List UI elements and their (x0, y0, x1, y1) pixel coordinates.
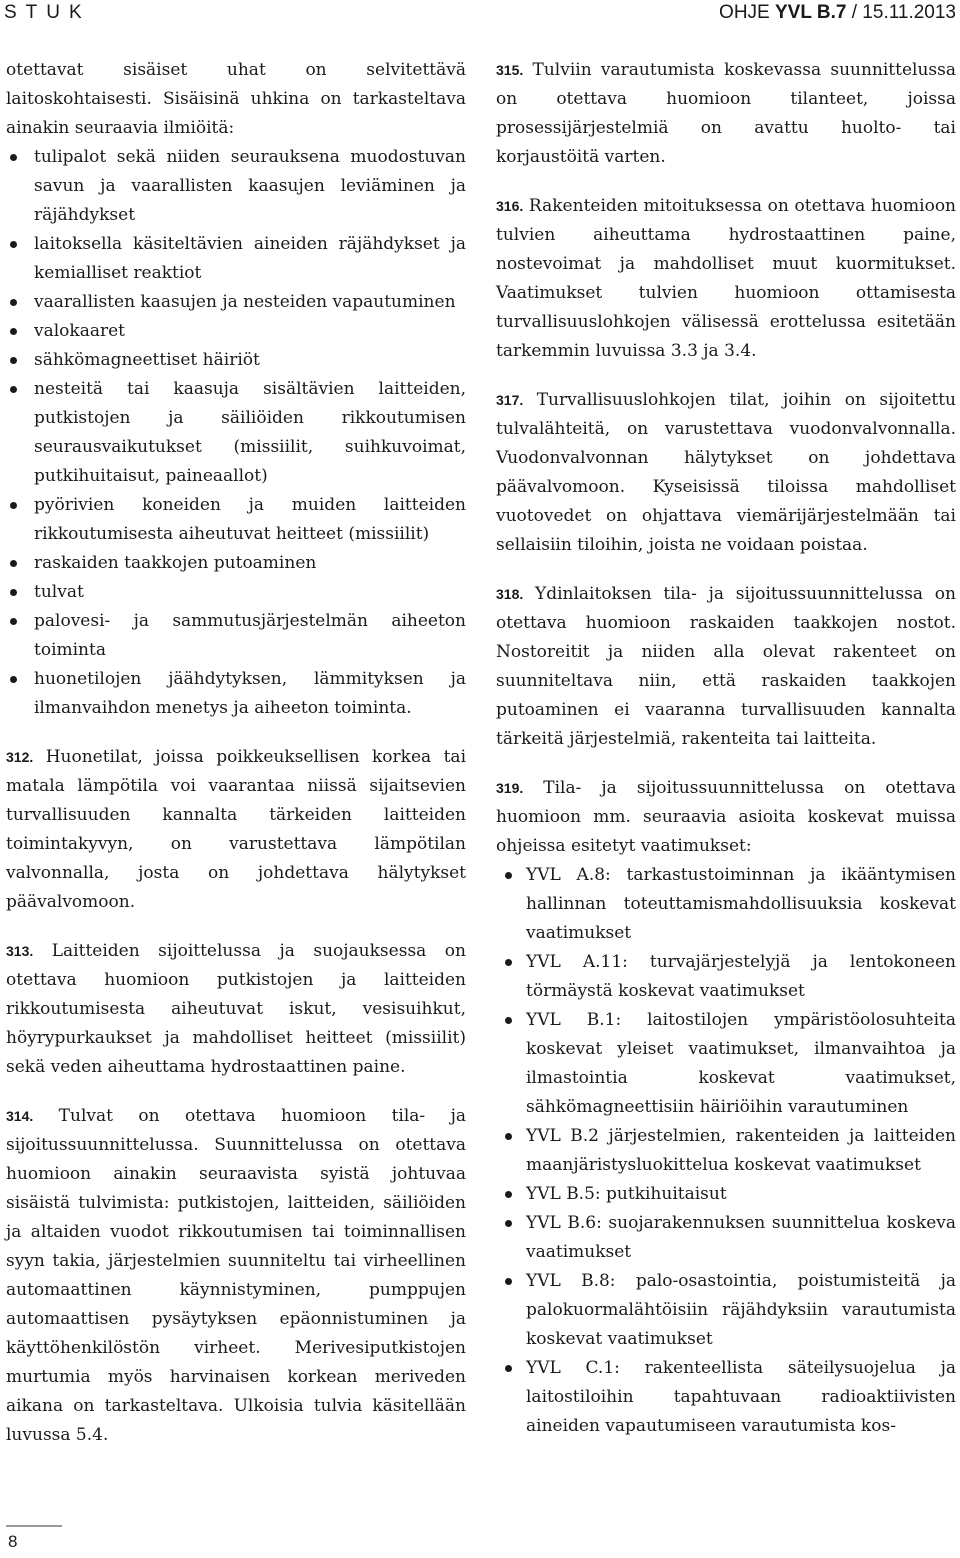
list-item: palovesi- ja sammutusjärjestelmän aiheeton toiminta (6, 607, 466, 665)
paragraph-315 (496, 56, 956, 172)
page-number: 8 (8, 1532, 18, 1551)
list-item: YVL A.8: tarkastustoiminnan ja ikääntymisen hallinnan toteuttamismahdollisuuksia koskevat vaatimukset (496, 861, 956, 948)
paragraph-number: 313. (6, 943, 34, 959)
list-item: YVL B.1: laitostilojen ympäristöolosuhteita koskevat yleiset vaatimukset, ilmanvaihtoa ja ilmastointia koskevat vaatimukset, sähkömagneettisiin häiriöihin varautuminen (496, 1006, 956, 1122)
paragraph-314 (6, 1102, 466, 1450)
paragraph-317 (496, 386, 956, 560)
list-item: YVL B.2 järjestelmien, rakenteiden ja laitteiden maanjäristysluokittelua koskevat vaatimukset (496, 1122, 956, 1180)
list-item: YVL A.11: turvajärjestelyjä ja lentokoneen törmäystä koskevat vaatimukset (496, 948, 956, 1006)
brand-logo: STUK (4, 2, 91, 23)
list-item: sähkömagneettiset häiriöt (6, 346, 466, 375)
document-id (719, 2, 956, 24)
paragraph-text: Ydinlaitoksen tila- ja sijoitussuunnittelussa on otettava huomioon raskaiden taakkojen nostot. Nostoreitit ja niiden alla olevat rakenteet on suunniteltava niin, että raskaiden taakkojen putoaminen ei vaaranna turvallisuuden kannalta tärkeitä järjestelmiä, rakenteita tai laitteita. (496, 584, 956, 749)
paragraph-318 (496, 580, 956, 754)
paragraph-text: Tulviin varautumista koskevassa suunnittelussa on otettava huomioon tilanteet, joissa prosessijärjestelmiä on avattu huolto- tai korjaustöitä varten. (496, 60, 956, 167)
paragraph-number: 316. (496, 198, 524, 214)
paragraph-text: Turvallisuuslohkojen tilat, joihin on sijoitettu tulvalähteitä, on varustettava vuodonvalvonnalla. Vuodonvalvonnan hälytykset on johdettava päävalvomoon. Kyseisissä tiloissa mahdolliset vuotovedet on ohjattava viemärijärjestelmään tai sellaisiin tiloihin, joista ne voidaan poistaa. (496, 390, 956, 555)
footer-rule (6, 1525, 62, 1527)
paragraph-text: Tulvat on otettava huomioon tila- ja sijoitussuunnittelussa. Suunnittelussa on otettava huomioon ainakin seuraavista syistä johtuvaa sisäistä tulvimista: putkistojen, laitteiden, säiliöiden ja altaiden vuodot rikkoutumisen tai toiminnallisen syyn takia, järjestelmien suunniteltu tai virheellinen automaattinen käynnistyminen, pumppujen automaattisen pysäytyksen epäonnistuminen ja käyttöhenkilöstön virheet. Merivesiputkistojen murtumia myös harvinaisen korkean meriveden aikana on tarkasteltava. Ulkoisia tulvia käsitellään luvussa 5.4. (6, 1106, 466, 1445)
list-item: pyörivien koneiden ja muiden laitteiden rikkoutumisesta aiheutuvat heitteet (missiilit) (6, 491, 466, 549)
doc-prefix: OHJE (719, 2, 775, 23)
paragraph-number: 317. (496, 392, 524, 408)
paragraph-319 (496, 774, 956, 861)
paragraph-312 (6, 743, 466, 917)
list-item: YVL B.6: suojarakennuksen suunnittelua koskeva vaatimukset (496, 1209, 956, 1267)
list-item: valokaaret (6, 317, 466, 346)
list-item: tulipalot sekä niiden seurauksena muodostuvan savun ja vaarallisten kaasujen leviäminen ja räjähdykset (6, 143, 466, 230)
paragraph-text: Laitteiden sijoittelussa ja suojauksessa on otettava huomioon putkistojen ja laitteiden rikkoutumisesta aiheutuvat iskut, vesisuihkut, höyrypurkaukset ja mahdolliset heitteet (missiilit) sekä veden aiheuttama hydrostaattinen paine. (6, 941, 466, 1077)
list-item: YVL B.8: palo-osastointia, poistumisteitä ja palokuormalähtöisiin räjähdyksiin varautumista koskevat vaatimukset (496, 1267, 956, 1354)
list-item: laitoksella käsiteltävien aineiden räjähdykset ja kemialliset reaktiot (6, 230, 466, 288)
paragraph-number: 315. (496, 62, 524, 78)
paragraph-number: 312. (6, 749, 34, 765)
list-item: raskaiden taakkojen putoaminen (6, 549, 466, 578)
doc-code: YVL B.7 (775, 2, 847, 23)
internal-threats-list (6, 143, 466, 723)
list-item: YVL B.5: putkihuitaisut (496, 1180, 956, 1209)
list-item: huonetilojen jäähdytyksen, lämmityksen ja ilmanvaihdon menetys ja aiheeton toiminta. (6, 665, 466, 723)
paragraph-text: Huonetilat, joissa poikkeuksellisen korkea tai matala lämpötila voi vaarantaa niissä sijaitsevien turvallisuuden kannalta tärkeiden laitteiden toimintakyvyn, on varustettava lämpötilan valvonnalla, josta on johdettava hälytykset päävalvomoon. (6, 747, 466, 912)
paragraph-316 (496, 192, 956, 366)
page-header (0, 0, 960, 30)
paragraph-text: Tila- ja sijoitussuunnittelussa on otettava huomioon mm. seuraavia asioita koskevat muissa ohjeissa esitetyt vaatimukset: (496, 778, 956, 856)
left-column (6, 56, 466, 1450)
list-item: vaarallisten kaasujen ja nesteiden vapautuminen (6, 288, 466, 317)
paragraph-313 (6, 937, 466, 1082)
paragraph-text: Rakenteiden mitoituksessa on otettava huomioon tulvien aiheuttama hydrostaattinen paine, nostevoimat ja mahdolliset muut kuormitukset. Vaatimukset tulvien huomioon ottamisesta turvallisuuslohkojen välisessä erottelussa esitetään tarkemmin luvuissa 3.3 ja 3.4. (496, 196, 956, 361)
paragraph-number: 314. (6, 1108, 34, 1124)
paragraph-number: 318. (496, 586, 524, 602)
doc-date: / 15.11.2013 (846, 2, 956, 23)
list-item: tulvat (6, 578, 466, 607)
right-column (496, 56, 956, 1441)
paragraph-number: 319. (496, 780, 524, 796)
list-item: YVL C.1: rakenteellista säteilysuojelua ja laitostiloihin tapahtuvaan radioaktiivisten aineiden vapautumiseen varautumista kos- (496, 1354, 956, 1441)
requirements-list (496, 861, 956, 1441)
intro-paragraph: otettavat sisäiset uhat on selvitettävä laitoskohtaisesti. Sisäisinä uhkina on tarkasteltava ainakin seuraavia ilmiöitä: (6, 60, 466, 138)
list-item: nesteitä tai kaasuja sisältävien laitteiden, putkistojen ja säiliöiden rikkoutumisen seurausvaikutukset (missiilit, suihkuvoimat, putkihuitaisut, paineaallot) (6, 375, 466, 491)
